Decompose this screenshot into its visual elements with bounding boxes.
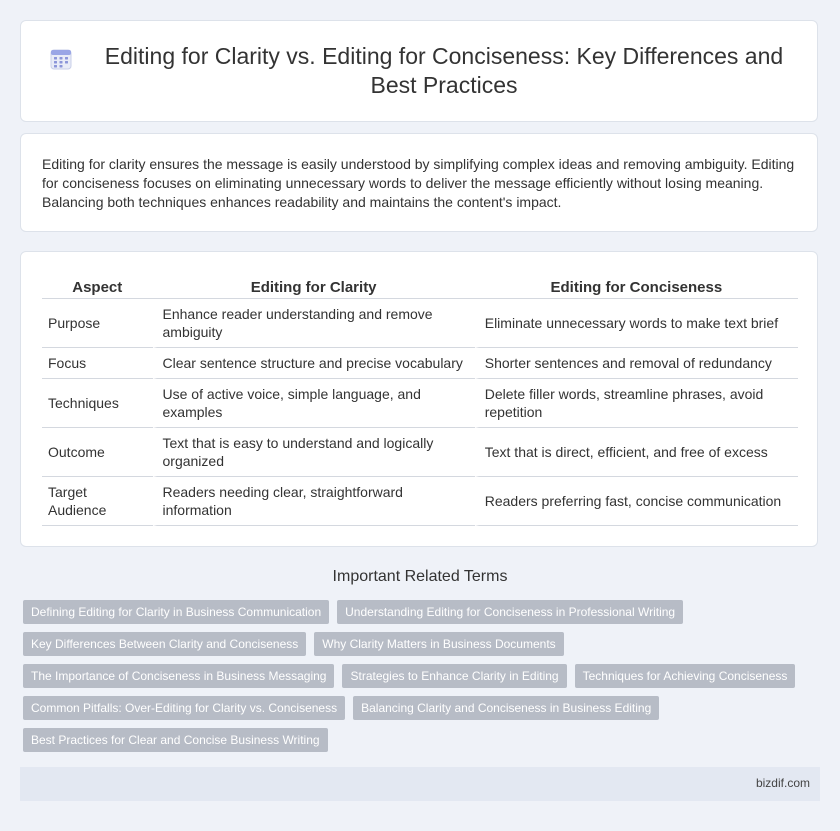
comparison-table: [42, 277, 798, 526]
header-conciseness: Editing for Conciseness: [475, 277, 798, 299]
related-term-tag[interactable]: Techniques for Achieving Conciseness: [575, 664, 796, 688]
table-row: [42, 428, 798, 477]
table-row: [42, 379, 798, 428]
row-aspect: Purpose: [42, 299, 153, 348]
row-aspect: Target Audience: [42, 477, 153, 526]
footer-site-link[interactable]: bizdif.com: [755, 776, 810, 790]
row-clarity: Use of active voice, simple language, and examples: [153, 379, 475, 428]
intro-text: Editing for clarity ensures the message is easily understood by simplifying complex ideas and removing ambiguity. Editing for conciseness focuses on eliminating unnecessary words to deliver the message efficiently without losing meaning. Balancing both techniques enhances readability and maintains the content's impact.: [42, 156, 795, 210]
table-row: [42, 348, 798, 379]
related-term-tag[interactable]: Best Practices for Clear and Concise Business Writing: [23, 728, 328, 752]
row-aspect: Focus: [42, 348, 153, 379]
row-aspect: Techniques: [42, 379, 153, 428]
related-term-tag[interactable]: Key Differences Between Clarity and Conciseness: [23, 632, 306, 656]
related-term-tag[interactable]: Common Pitfalls: Over-Editing for Clarity vs. Conciseness: [23, 696, 345, 720]
comparison-table-card: [20, 251, 818, 547]
related-term-tag[interactable]: Strategies to Enhance Clarity in Editing: [342, 664, 566, 688]
table-header-row: [42, 277, 798, 299]
row-conciseness: Readers preferring fast, concise communication: [475, 477, 798, 526]
calendar-icon: [49, 47, 73, 71]
page-title: Editing for Clarity vs. Editing for Conciseness: Key Differences and Best Practices: [104, 43, 784, 98]
table-row: [42, 477, 798, 526]
table-row: [42, 299, 798, 348]
row-clarity: Enhance reader understanding and remove ambiguity: [153, 299, 475, 348]
footer: [20, 767, 820, 801]
header-clarity: Editing for Clarity: [153, 277, 475, 299]
row-clarity: Text that is easy to understand and logically organized: [153, 428, 475, 477]
title-card: [20, 20, 818, 122]
row-conciseness: Text that is direct, efficient, and free of excess: [475, 428, 798, 477]
row-conciseness: Eliminate unnecessary words to make text brief: [475, 299, 798, 348]
row-aspect: Outcome: [42, 428, 153, 477]
row-conciseness: Shorter sentences and removal of redundancy: [475, 348, 798, 379]
related-terms-list: [23, 600, 823, 760]
related-term-tag[interactable]: Understanding Editing for Conciseness in Professional Writing: [337, 600, 683, 624]
related-terms-title: Important Related Terms: [332, 568, 508, 585]
row-conciseness: Delete filler words, streamline phrases, avoid repetition: [475, 379, 798, 428]
related-term-tag[interactable]: The Importance of Conciseness in Business Messaging: [23, 664, 334, 688]
related-term-tag[interactable]: Balancing Clarity and Conciseness in Business Editing: [353, 696, 659, 720]
related-term-tag[interactable]: Why Clarity Matters in Business Documents: [314, 632, 563, 656]
row-clarity: Readers needing clear, straightforward information: [153, 477, 475, 526]
header-aspect: Aspect: [42, 277, 153, 299]
row-clarity: Clear sentence structure and precise vocabulary: [153, 348, 475, 379]
related-term-tag[interactable]: Defining Editing for Clarity in Business Communication: [23, 600, 329, 624]
intro-card: [20, 133, 818, 232]
